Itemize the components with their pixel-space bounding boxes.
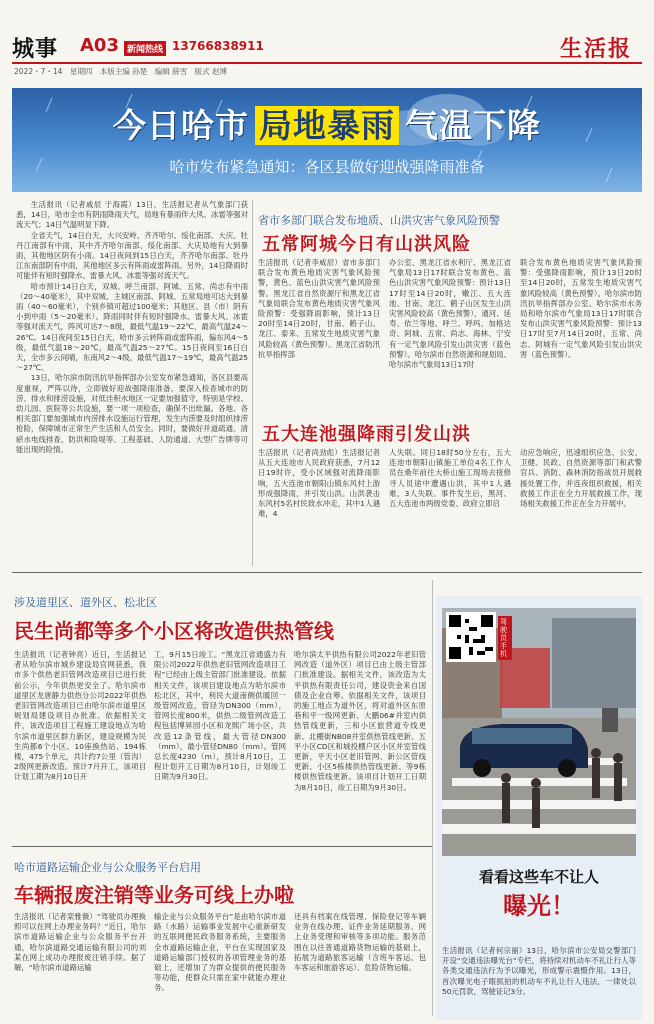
article4-col2: 工，9月15日竣工。“黑龙江省通盛力有限公司2022年供热老旧管网改造项目工程”已经由上级主管部门批准建设。依据相关文件，该项目建设地点为哈尔滨市松北区，其中，利民大道南侧供暖回一级管网改造，管径为DN300（mm），管网长度800米，供热二级管网改造工程包括博昇园小区和龙熙广场小区，共改造12条管线，最大管径DN300（mm），最小管径DN80（mm）。管网总长度4230（m），预计8月10日，工程计划开工日期为8月10日，计划竣工日期为9月30日。: [154, 650, 286, 782]
article6-body: 生活报讯（记者何宗丽）13日，哈尔滨市公安局交警部门开设“交通违法曝光台”专栏，将持续对机动车不礼让行人等各类交通违法行为予以曝光，形成警示震慑作用。13日，首次曝光电子眼抓拍的机动车不礼让行人违法，一律处以50元罚款，驾驶证记3分。: [442, 946, 636, 996]
article5-col1: 生活报讯（记者栾雅薇）“驾驶员办理换照可以在网上办理业务吗？”近日，哈尔滨市道路运输企业与公众服务平台开通，哈尔滨道路交通运输有限公司的刘某在网上成功办理报废注销手续。据了解，“哈尔滨市道路运输: [14, 912, 146, 973]
paragraph: 生活报讯（记者戚辰 于海霞）13日，生活报记者从气象部门获悉，14日，哈市全市有阴雨降雨天气，局地有暴雨伴大风、冰雹等强对流天气；14日气温明显下降。: [16, 200, 248, 230]
article4-kicker: 涉及道里区、道外区、松北区: [14, 596, 157, 609]
paragraph: 哈市预计14日白天，双城、呼兰南部、阿城、五常、尚志有中雨（20～40毫米），其中双城、主城区南部、阿城、五常局地可达大到暴雨（40～60毫米），个别乡镇可超过100毫米；其他区、县（市）阴有小到中雨（5～20毫米）。降雨同时伴有短时强降水、雷暴大风、冰雹等强对流天气，阵风可达7～8级，最低气温19～22℃，最高气温24～26℃。14日夜间至15日白天，哈市多云转阵雨或雷阵雨，偏东风4～5级，最低气温18～20℃，最高气温25～27℃。15日夜间至16日白天，全市多云间晴，东南风2～4级，最低气温17～19℃，最高气温25～27℃。: [16, 281, 248, 373]
paragraph: 13日，哈尔滨市防汛抗旱指挥部办公室发布紧急通知，各区县要高度重视，严阵以待，立即做好迎战强降雨准备。要深入检查城市的防涝、排水和排涝设施，对低洼积水地区一定要加强值守，特别是学校、幼儿园、医院等公共设施，要一项一项检查，确保不出纰漏。各地、各相关部门要加强城市内涝排水设施运行管理，发生内涝要及时组织排涝抢险，保障城市正常生产生活和人员安全。同时，要做好并道疏通、清瘀水电线排查、防洪和险堤等、工程基础、人防通道、大型广告牌等可能出现的险情。: [16, 373, 248, 454]
column-divider: [432, 580, 433, 1016]
article2-title: 五常阿城今日有山洪风险: [262, 234, 471, 255]
banner-title: [12, 100, 642, 147]
photo-label: 驾驶员手机: [498, 616, 512, 660]
masthead-rule: [12, 62, 642, 64]
article4-col3: 哈尔滨太平供热有限公司2022年老旧管网改造（道外区）项目已由上级主管部门批准建设。据相关文件，该改造为太平供热有限责任公司，建设资金来自国债及企业自筹。依据相关文件，该项目的施工地点为道外区，将对道外区东原巷和平一级网更新、大鹏06#并室内供热管线更新，三和小区旅营道专线更新、北棚街NB08并室供热管线更新、五平小区CD区和城投棚户区小区并室管线更新，平天小区老旧管网、新公区管线更新、小区5栋楼供热管线更新、等9栋楼供热管线更新。该项目计划开工日期为8月10日，竣工日期为9月30日。: [294, 650, 426, 792]
hotline-number: 13766838911: [172, 39, 264, 53]
article4-col1: 生活报讯（记者钟亮）近日，生活报记者从哈尔滨市城乡建设局官网获悉，我市多个供热老旧管网改造项目已进行批前公示，今年供热更安全了。哈尔滨市道里区龙唐静力供热分公司2022年供热老旧管网改造项目已由哈尔滨市道里区规划局建设项目办批准。依据相关文件，该改造项目工程施工建设地点为哈尔滨市道里区群力新区，建设规模为民生尚都6个小区、10座换热站、194栋楼，475个单元，共计约7公里（管沟）2级网更新改造。预计7月开工，该项目计划工期为8月10日开: [14, 650, 146, 782]
article2-col1: 生活报讯（记者李威辰）省市多部门联合发布黄色地质灾害气象风险预警，黄色、蓝色山洪灾害气象风险预警。黑龙江省自然资源厅和黑龙江省气象局联合发布黄色地质灾害气象风险预警：受强降雨影响，预计13日20时至14日20时，甘南、鹤子山、龙江、泰来、五常发生地质灾害气象风险较高（黄色预警）。黑龙江省防汛抗旱指挥部: [258, 258, 380, 359]
section-name: 城事: [12, 36, 59, 62]
article5-title: 车辆报废注销等业务可线上办啦: [14, 883, 294, 907]
section-divider: [12, 572, 642, 573]
banner-title-part1: 今日哈市: [113, 106, 249, 145]
article3-title: 五大连池强降雨引发山洪: [262, 424, 471, 445]
article3-col3: 动应急响应，迅速组织应急、公安、卫健、民政、自然资源等部门和武警官兵、消防、森林消防指战员开展救援处置工作，并连夜组织救援，相关救援工作正在全力开展救援工作，现场相关救援工作正在全力开展中。: [520, 448, 642, 509]
article6-title-line2: 曝光！: [503, 892, 575, 920]
article6-title-line1: 看看这些车不让人: [478, 868, 599, 886]
banner-subtitle: 哈市发布紧急通知：各区县做好迎战强降雨准备: [169, 158, 485, 176]
article6-box: [436, 596, 642, 1020]
weather-banner: [12, 88, 642, 192]
banner-title-highlight: 局地暴雨: [255, 106, 399, 145]
paragraph: 全省天气，14日白天，大兴安岭、齐齐哈尔、绥化南部、大庆、牡丹江南部有中雨，其中齐齐哈尔南部、绥化南部、大庆局地有大到暴雨，其他地区阴有小雨。14日夜间到15日白天，齐齐哈尔南部、牡丹江东南部阴有中雨，其他地区多云有阵雨或雷阵雨。另外，14日降雨时可能伴有短时强降水、雷暴大风、冰雹等强对流天气。: [16, 230, 248, 281]
hotline-badge: 新闻热线: [124, 41, 166, 56]
newspaper-logo: 生活报: [560, 36, 633, 62]
article2-col2: 办公室、黑龙江省水利厅、黑龙江省气象局13日17时联合发布黄色、蓝色山洪灾害气象风险预警：预计13日17时至14日20时，嫩江、五大连池、甘南、龙江、鹤子山区发生山洪灾害风险较高（黄色预警），通河、延寿、依兰等地、呼兰、呼玛、加格达奇、阿城、五常、尚志、海林、宁安有一定气象风险引发山洪灾害（蓝色预警）。哈尔滨市自然资源和规划局、哈尔滨市气象局13日17时: [389, 258, 511, 370]
page-number: A03: [80, 35, 119, 56]
article5-col2: 输企业与公众服务平台”是由哈尔滨市道路（水路）运输事业发展中心重新研发的互联网便民政务服务系统，主要服务全市道路运输企业，平台在实现国家及道路运输部门授权的各项管理业务的基础上，还增加了为群众提供的便民服务等功能，使群众只需在家中就能办理业务。: [154, 912, 286, 993]
article2-col3: 联合发布黄色地质灾害气象风险预警：受强降雨影响，预计13日20时至14日20时，五常发生地质灾害气象风险较高（黄色预警）。哈尔滨市防汛抗旱指挥部办公室、哈尔滨市水务局和哈尔滨市气象局13日17时联合发布山洪灾害气象风险预警：预计13日17时至7月14日20时，五常、尚志、阿城有一定气象风险引发山洪灾害（蓝色预警）。: [520, 258, 642, 359]
article2-kicker: 省市多部门联合发布地质、山洪灾害气象风险预警: [258, 214, 500, 227]
article4-title: 民生尚都等多个小区将改造供热管线: [14, 619, 334, 643]
article3-col2: 人失联。同日18时50分左右，五大连池市朝阳山镇施工单位4名工作人员在桑年前往大桥山施工现场去接修寻人员途中遭遇山洪，其中1人遇难，3人失联。事件发生后，黑河、五大连池市两级党委、政府立即启: [389, 448, 511, 509]
article5-kicker: 哈市道路运输企业与公众服务平台启用: [14, 861, 201, 874]
street-photo: [442, 608, 636, 856]
article-weather-forecast: [16, 200, 248, 566]
column-divider: [252, 200, 253, 566]
article5-col3: 还具有档案在线管理、保险登记等车辆业务在线办理、证件业务延期服务、网上业务受理和审核等多项功能。服务范围在以往普通道路货物运输的基础上，拓展为道路旅客运输（含班车客运、包车客运和旅游客运）、危险货物运输。: [294, 912, 426, 973]
banner-title-part2: 气温下降: [405, 106, 541, 145]
section-divider: [12, 846, 432, 847]
masthead: [0, 0, 654, 76]
qr-code[interactable]: [446, 612, 496, 662]
qr-code-icon: [449, 615, 493, 659]
article3-col1: 生活报讯（记者尚劲彪）生活报记者从五大连池市人民政府获悉，7月12日19时许，受小区域强对流降雨影响，五大连池市朝阳山镇东风村上游形成强降雨，并引发山洪。山洪袭击东风村5名村民致水冲走，其中1人遇难，4: [258, 448, 380, 519]
date-line: 2022・7・14 星期四 本版主编 孙楚 编辑 薛雪 版式 赵博: [14, 67, 228, 76]
